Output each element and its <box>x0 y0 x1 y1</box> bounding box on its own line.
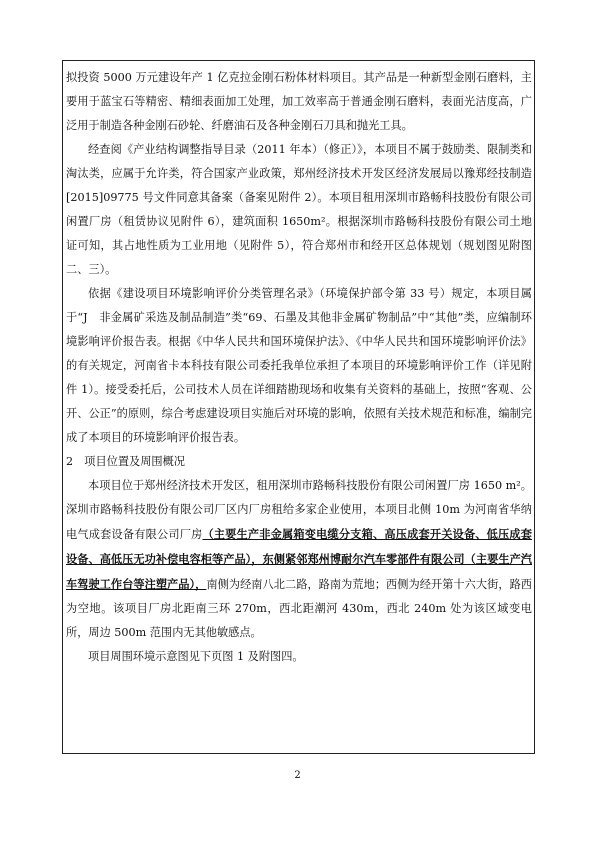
paragraph-industry-policy: 经查阅《产业结构调整指导目录（2011 年本）（修正）》，本项目不属于鼓励类、限制类和淘汰类，应属于允许类，符合国家产业政策，郑州经济技术开发区经济发展局以豫郑经技制造[2015]09775 号文件同意其备案（备案见附件 2）。本项目租用深圳市路畅科技股份有限公司闲置厂房（租赁协议见附件 6），建筑面积 1650m²。根据深圳市路畅科技股份有限公司土地证可知，其占地性质为工业用地（见附件 5），符合郑州市和经开区总体规划（规划图见附图二、三）。 <box>66 143 532 276</box>
location-text-b: 南侧为经南八北二路，路南为荒地；西侧为经开第十六大街，路西为空地。该项目厂房北距南三环 270m，西北距潮河 430m，西北 240m 处为该区域变电所，周边 500m 范围内无其他敏感点。 <box>66 578 532 639</box>
paragraph-eia-basis: 依据《建设项目环境影响评价分类管理名录》（环境保护部令第 33 号）规定，本项目属于“J 非金属矿采选及制品制造”类“69、石墨及其他非金属矿物制品”中“其他”类，应编制环境影响评价报告表。根据《中华人民共和国环境保护法》、《中华人民共和国环境影响评价法》的有关规定，河南省卡本科技有限公司委托我单位承担了本项目的环境影响评价工作（详见附件 1）。接受委托后，公司技术人员在详细踏勘现场和收集有关资料的基础上，按照“客观、公开、公正”的原则，综合考虑建设项目实施后对环境的影响，依照有关技术规范和标准，编制完成了本项目的环境影响评价报告表。 <box>66 287 532 444</box>
page-number: 2 <box>294 770 301 781</box>
location-text-a: 本项目位于郑州经济技术开发区，租用深圳市路畅科技股份有限公司闲置厂房 1650 m²。深圳市路畅科技股份有限公司厂区内厂房租给多家企业使用，本项目北侧 10m 为河南省华纳电气成套设备有限公司厂房 <box>66 479 532 541</box>
document-body <box>66 66 532 669</box>
paragraph-project-intro: 拟投资 5000 万元建设年产 1 亿克拉金刚石粉体材料项目。其产品是一种新型金刚石磨料，主要用于蓝宝石等精密、精细表面加工处理，加工效率高于普通金刚石磨料，表面光洁度高，广泛用于制造各种金刚石砂轮、纤磨油石及各种金刚石刀具和抛光工具。 <box>66 71 532 132</box>
location-underlined-neighbors: （主要生产非金属箱变电缆分支箱、高压成套开关设备、低压成套设备、高低压无功补偿电容柜等产品），东侧紧邻郑州博耐尔汽车零部件有限公司（主要生产汽车驾驶工作台等注塑产品）， <box>66 527 532 591</box>
paragraph-figure-ref: 项目周围环境示意图见下页图 1 及附图四。 <box>88 650 304 663</box>
paragraph-location <box>66 474 532 645</box>
section-heading-location: 2 项目位置及周围概况 <box>66 455 185 468</box>
